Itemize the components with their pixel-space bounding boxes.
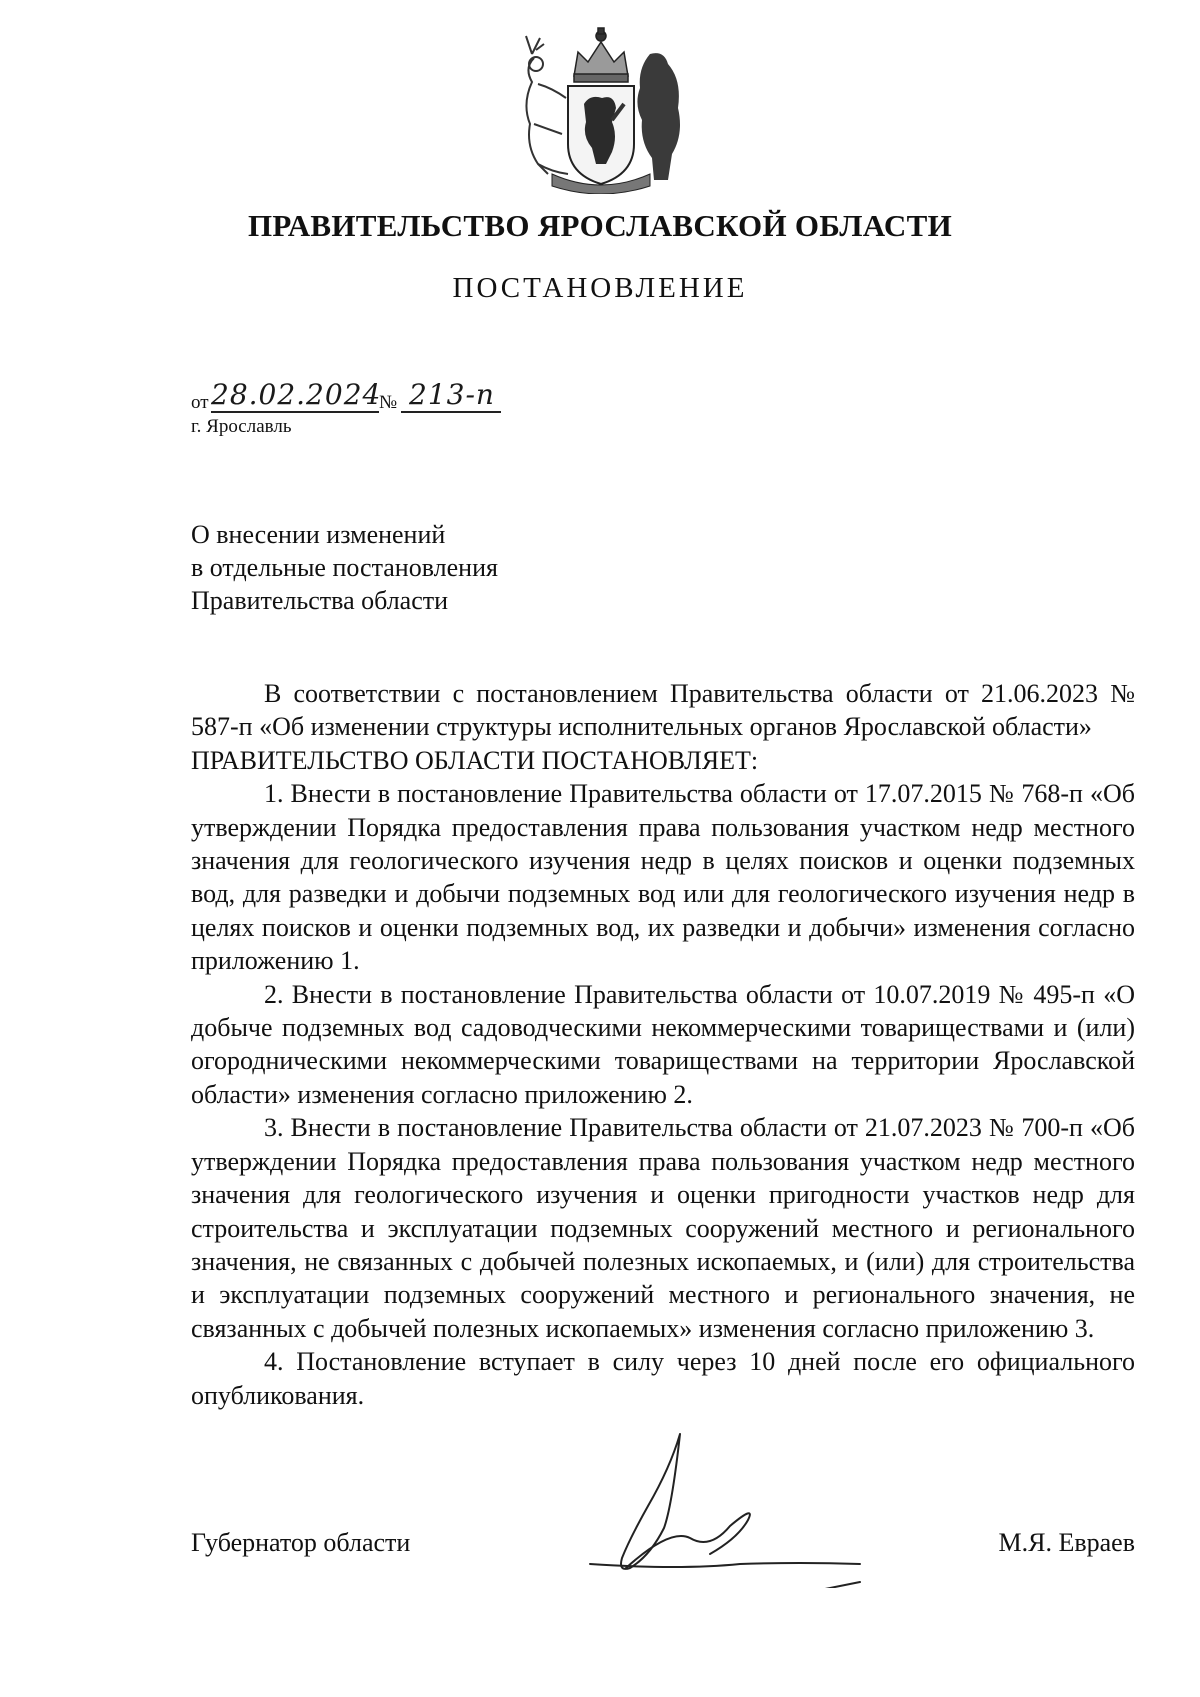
handwritten-signature — [560, 1428, 940, 1588]
date-prefix: от — [191, 392, 209, 413]
coat-of-arms-emblem — [512, 24, 690, 194]
document-number: 213-п — [409, 378, 495, 411]
item-paragraph: 4. Постановление вступает в силу через 10 дней после его официального опубликования. — [191, 1347, 1135, 1410]
document-body — [191, 677, 1135, 1412]
date-underline — [211, 411, 379, 413]
preamble-paragraph: В соответствии с постановлением Правительства области от 21.06.2023 № 587-п «Об изменении структуры исполнительных органов Ярославской области» — [191, 679, 1135, 742]
document-type-title: ПОСТАНОВЛЕНИЕ — [452, 272, 748, 304]
city: г. Ярославль — [191, 416, 292, 437]
organization-title: ПРАВИТЕЛЬСТВО ЯРОСЛАВСКОЙ ОБЛАСТИ — [248, 208, 952, 243]
subject-line: О внесении изменений — [191, 520, 446, 549]
item-paragraph: 2. Внести в постановление Правительства области от 10.07.2019 № 495-п «О добыче подземных вод садоводческими некоммерческими товариществами и (или) огородническими некоммерческими товариществами на территории Ярославской области» изменения согласно приложению 2. — [191, 979, 1135, 1109]
subject-block — [191, 518, 498, 617]
subject-line: Правительства области — [191, 586, 449, 615]
resolves-heading: ПРАВИТЕЛЬСТВО ОБЛАСТИ ПОСТАНОВЛЯЕТ: — [191, 745, 759, 775]
document-date: 28.02.2024 — [211, 378, 382, 411]
number-prefix: № — [379, 392, 398, 413]
subject-line: в отдельные постановления — [191, 553, 498, 582]
signatory-name: М.Я. Евраев — [998, 1528, 1135, 1557]
item-paragraph: 1. Внести в постановление Правительства области от 17.07.2015 № 768-п «Об утверждении Порядка предоставления права пользования участком недр местного значения для геологического изучения недр в целях поисков и оценки подземных вод, для разведки и добычи подземных вод или для геологического изучения недр в целях поисков и оценки подземных вод, их разведки и добычи» изменения согласно приложению 1. — [191, 779, 1135, 976]
date-number-line — [191, 378, 551, 418]
number-underline — [401, 411, 501, 413]
item-paragraph: 3. Внести в постановление Правительства области от 21.07.2023 № 700-п «Об утверждении Порядка предоставления права пользования участком недр местного значения для геологического изучения и оценки пригодности участков недр для строительства и эксплуатации подземных сооружений местного и регионального значения, не связанных с добычей полезных ископаемых, и (или) для строительства и эксплуатации подземных сооружений местного и регионального значения, не связанных с добычей полезных ископаемых» изменения согласно приложению 3. — [191, 1113, 1135, 1343]
signatory-position: Губернатор области — [191, 1528, 411, 1557]
